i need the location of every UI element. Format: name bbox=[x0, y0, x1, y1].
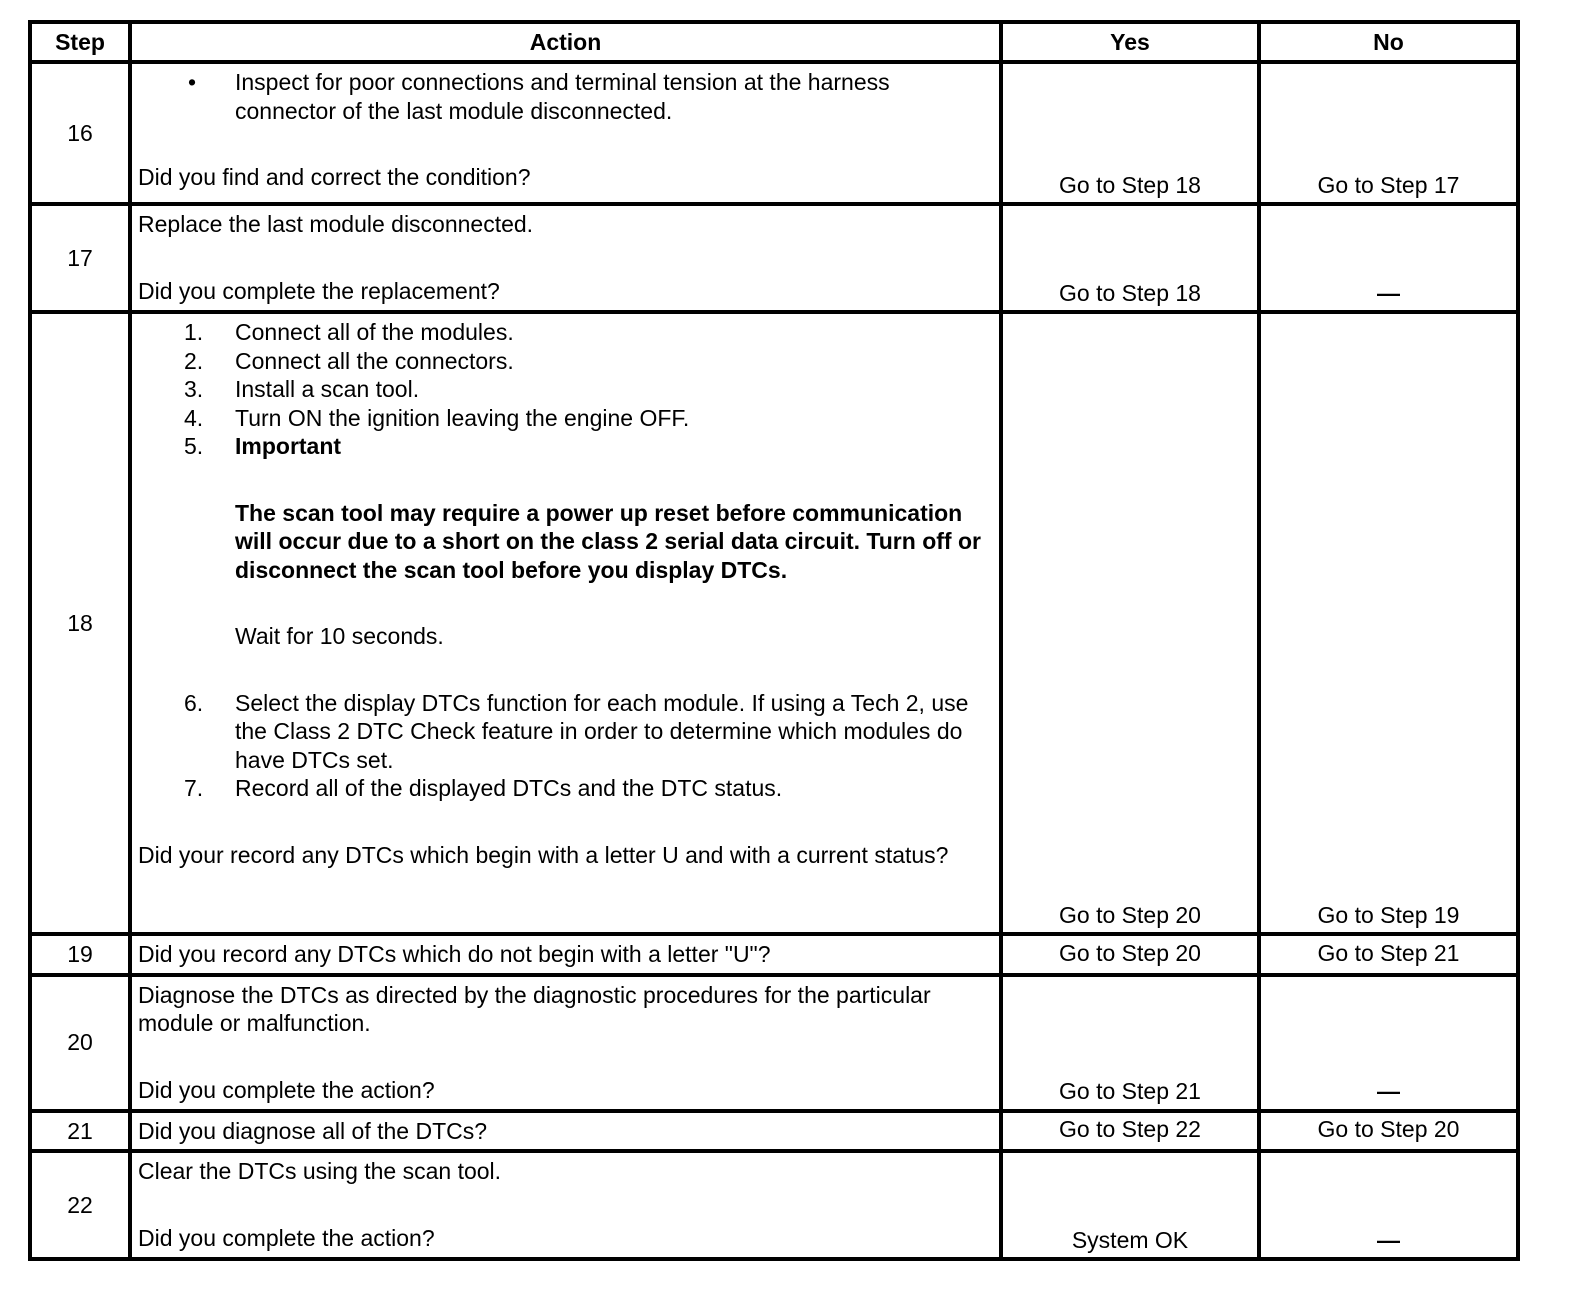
action-text: Diagnose the DTCs as directed by the diagnostic procedures for the particular module or malfunction. bbox=[138, 981, 931, 1036]
header-no: No bbox=[1259, 22, 1518, 62]
yes-cell: Go to Step 20 bbox=[1001, 312, 1259, 934]
bullet-item bbox=[138, 68, 993, 125]
header-row bbox=[30, 22, 1518, 62]
action-cell bbox=[130, 312, 1001, 934]
important-note: The scan tool may require a power up reset before communication will occur due to a short on the class 2 serial data circuit. Turn off or disconnect the scan tool before you display DTCs. bbox=[235, 499, 981, 583]
yes-cell: Go to Step 20 bbox=[1001, 934, 1259, 975]
important-heading: Important bbox=[235, 433, 342, 459]
no-cell: — bbox=[1259, 1151, 1518, 1259]
action-cell bbox=[130, 975, 1001, 1111]
numbered-item: 7. Record all of the displayed DTCs and the DTC status. bbox=[184, 775, 783, 801]
question-text: Did you diagnose all of the DTCs? bbox=[138, 1117, 488, 1144]
item-text: Inspect for poor connections and terminal tension at the harness connector of the last module disconnected. bbox=[235, 69, 890, 124]
numbered-item: 1. Connect all of the modules. bbox=[184, 319, 514, 345]
diagnostic-table bbox=[28, 20, 1520, 1261]
table-row bbox=[30, 204, 1518, 312]
question-text: Did you complete the action? bbox=[138, 1224, 435, 1251]
no-cell: Go to Step 20 bbox=[1259, 1111, 1518, 1152]
no-cell: — bbox=[1259, 204, 1518, 312]
action-cell bbox=[130, 1111, 1001, 1152]
step-number: 17 bbox=[30, 204, 130, 312]
table-row bbox=[30, 934, 1518, 975]
numbered-item: 4. Turn ON the ignition leaving the engine OFF. bbox=[184, 404, 690, 431]
step-number: 16 bbox=[30, 62, 130, 204]
no-cell: Go to Step 19 bbox=[1259, 312, 1518, 934]
step-number: 18 bbox=[30, 312, 130, 934]
question-text: Did you complete the replacement? bbox=[138, 277, 500, 304]
numbered-item: 2. Connect all the connectors. bbox=[184, 347, 514, 374]
no-cell: Go to Step 17 bbox=[1259, 62, 1518, 204]
bullet-marker: • bbox=[188, 69, 197, 95]
wait-text: Wait for 10 seconds. bbox=[235, 623, 444, 649]
yes-cell: System OK bbox=[1001, 1151, 1259, 1259]
action-cell bbox=[130, 62, 1001, 204]
table-row bbox=[30, 975, 1518, 1111]
table-row bbox=[30, 62, 1518, 204]
step-number: 22 bbox=[30, 1151, 130, 1259]
yes-cell: Go to Step 22 bbox=[1001, 1111, 1259, 1152]
action-text: Replace the last module disconnected. bbox=[138, 211, 534, 237]
no-cell: — bbox=[1259, 975, 1518, 1111]
step-number: 19 bbox=[30, 934, 130, 975]
step-number: 20 bbox=[30, 975, 130, 1111]
yes-cell: Go to Step 21 bbox=[1001, 975, 1259, 1111]
numbered-item: 3. Install a scan tool. bbox=[184, 376, 420, 402]
no-cell: Go to Step 21 bbox=[1259, 934, 1518, 975]
step-number: 21 bbox=[30, 1111, 130, 1152]
table-row bbox=[30, 1111, 1518, 1152]
numbered-item: 6. Select the display DTCs function for each module. If using a Tech 2, use the Class 2 DTC Check feature in order to determine which modules do have DTCs set. bbox=[184, 689, 969, 773]
question-text: Did you find and correct the condition? bbox=[138, 164, 531, 190]
question-text: Did you record any DTCs which do not begin with a letter "U"? bbox=[138, 941, 771, 967]
header-action: Action bbox=[130, 22, 1001, 62]
yes-cell: Go to Step 18 bbox=[1001, 62, 1259, 204]
table-row bbox=[30, 312, 1518, 934]
action-text: Clear the DTCs using the scan tool. bbox=[138, 1158, 502, 1184]
action-cell bbox=[130, 934, 1001, 975]
question-text: Did you complete the action? bbox=[138, 1076, 435, 1103]
header-step: Step bbox=[30, 22, 130, 62]
header-yes: Yes bbox=[1001, 22, 1259, 62]
action-cell bbox=[130, 204, 1001, 312]
action-cell bbox=[130, 1151, 1001, 1259]
table-row bbox=[30, 1151, 1518, 1259]
yes-cell: Go to Step 18 bbox=[1001, 204, 1259, 312]
question-text: Did your record any DTCs which begin with a letter U and with a current status? bbox=[138, 841, 949, 868]
numbered-item: 5. Important The scan tool may require a power up reset before communication will occur due to a short on the class 2 serial data circuit. Turn off or disconnect the scan tool before you display DTCs. Wait for 10 seconds. bbox=[138, 432, 993, 689]
